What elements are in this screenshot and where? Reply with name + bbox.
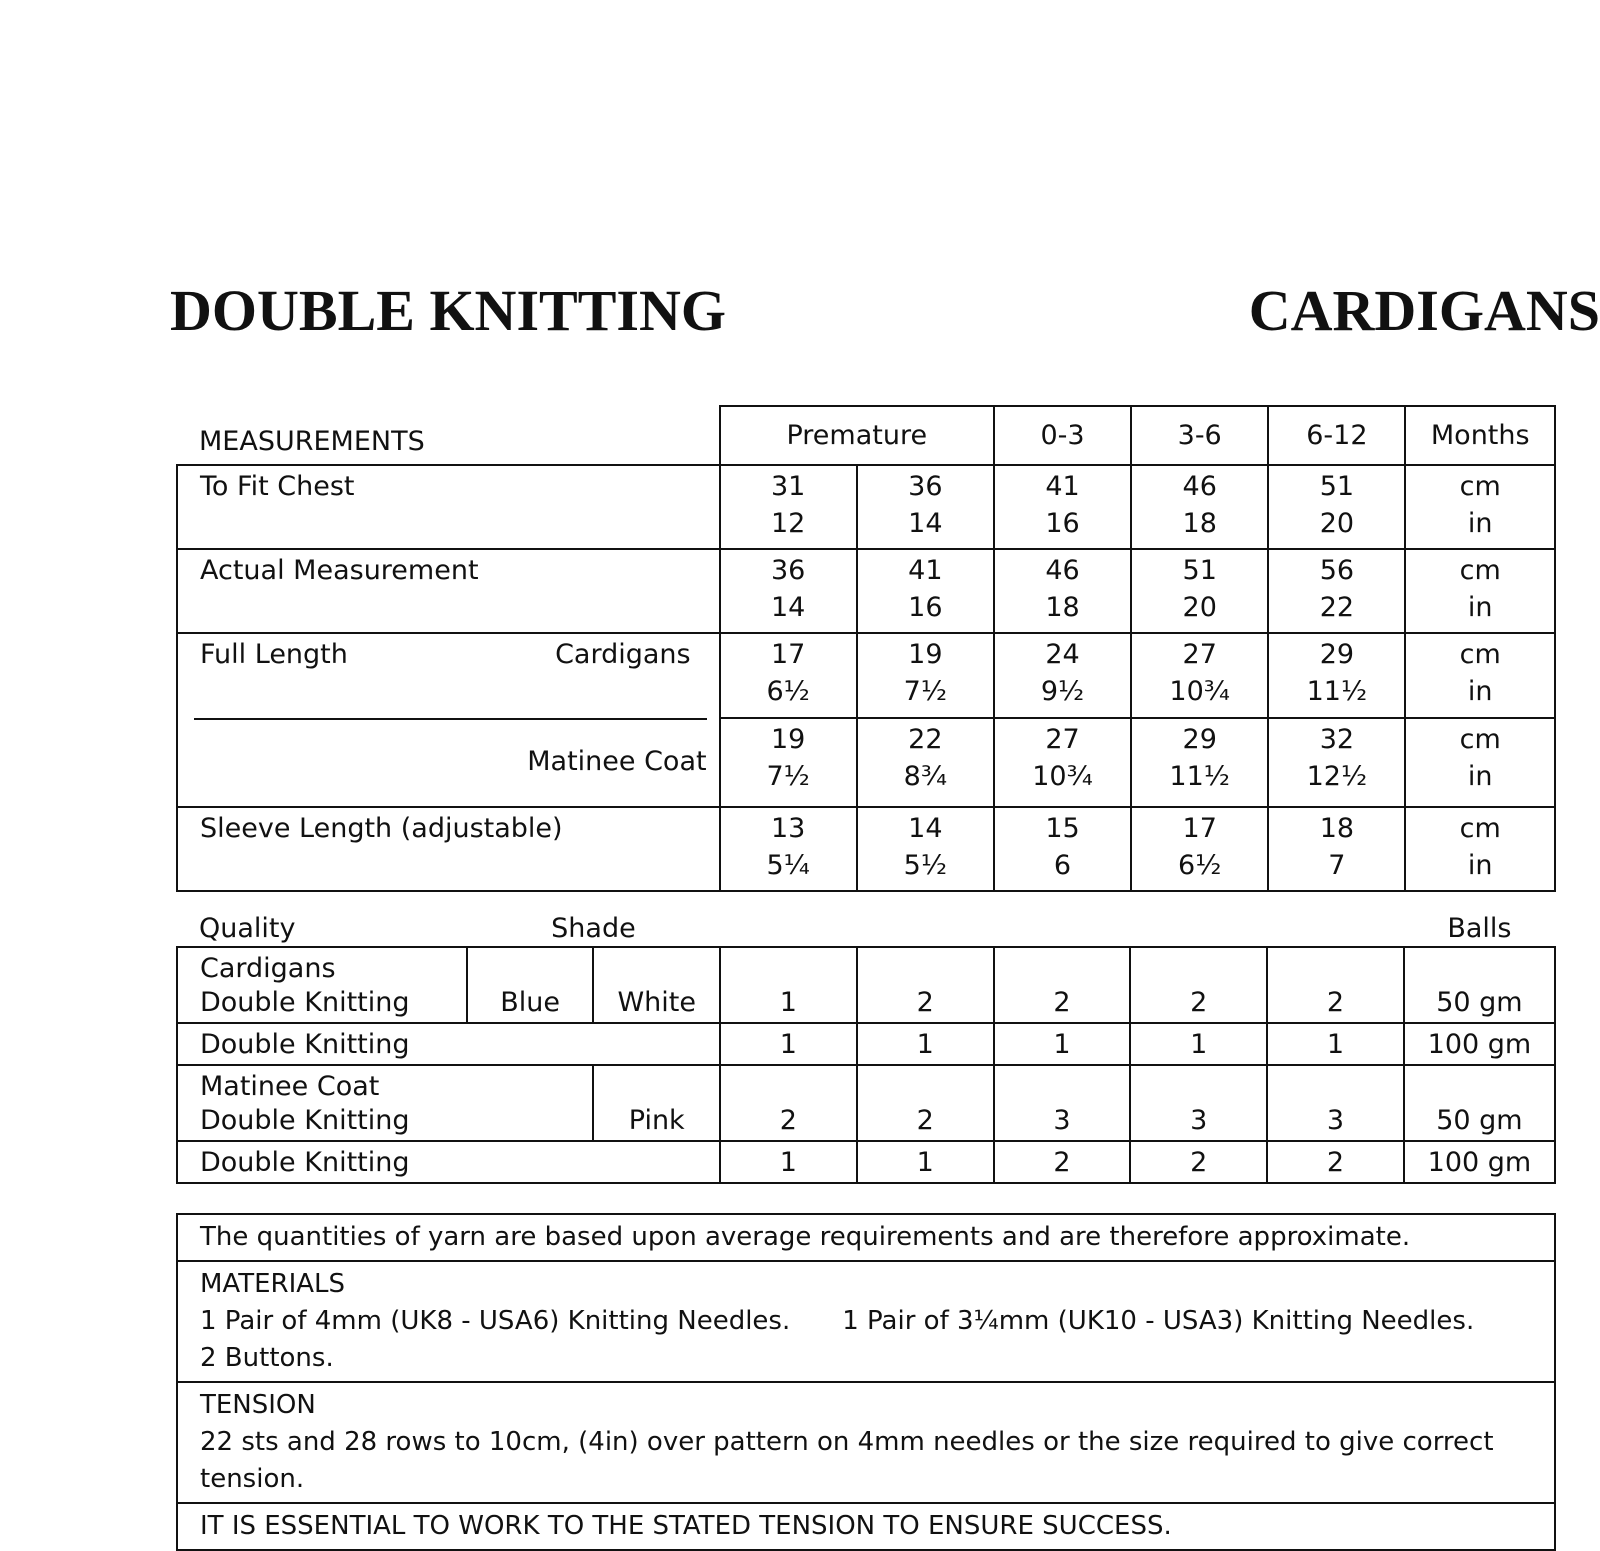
row-full-length-cardigans: [177, 633, 1555, 718]
value-cell: 15 6: [994, 807, 1131, 891]
yarn-row-matinee-100: [177, 1141, 1555, 1183]
yarn-row-cardigans-50: [177, 947, 1555, 1023]
row-actual-measurement: [177, 549, 1555, 633]
value-cell: 22 8¾: [857, 718, 994, 807]
row-label: Sleeve Length (adjustable): [177, 807, 720, 891]
value-cell: 51 20: [1268, 465, 1405, 549]
value-cell: 36 14: [857, 465, 994, 549]
unit-cell: cm in: [1405, 633, 1555, 718]
yarn-quality-cell: Double Knitting: [177, 1023, 720, 1065]
ball-count: 1: [857, 1141, 994, 1183]
value-cell: 36 14: [720, 549, 857, 633]
value-cell: 41 16: [994, 465, 1131, 549]
ball-count: 1: [1267, 1023, 1404, 1065]
col-units-months: Months: [1405, 406, 1555, 465]
ball-count: 2: [1130, 1141, 1267, 1183]
col-size-3-6: 3-6: [1131, 406, 1268, 465]
yarn-quality-cell: Matinee Coat Double Knitting: [177, 1065, 593, 1141]
yarn-header-row: [177, 908, 1555, 947]
value-cell: 51 20: [1131, 549, 1268, 633]
value-cell: 46 18: [994, 549, 1131, 633]
row-label: [177, 633, 720, 718]
unit-cell: cm in: [1405, 718, 1555, 807]
cardigans-sublabel: Cardigans: [555, 639, 691, 670]
unit-cell: cm in: [1405, 807, 1555, 891]
value-cell: 18 7: [1268, 807, 1405, 891]
value-cell: 31 12: [720, 465, 857, 549]
ball-count: 3: [1130, 1065, 1267, 1141]
value-cell: 27 10¾: [994, 718, 1131, 807]
notes-box: [176, 1213, 1556, 1551]
page-title-cardigans: CARDIGANS: [1248, 278, 1600, 343]
ball-count: 1: [994, 1023, 1131, 1065]
ball-count: 2: [994, 947, 1131, 1023]
value-cell: 32 12½: [1268, 718, 1405, 807]
yarn-quantities-table: [176, 908, 1556, 1184]
unit-cell: cm in: [1405, 549, 1555, 633]
col-size-0-3: 0-3: [994, 406, 1131, 465]
value-cell: 46 18: [1131, 465, 1268, 549]
tension-text: 22 sts and 28 rows to 10cm, (4in) over pattern on 4mm needles or the size required to give correct tension.: [200, 1427, 1494, 1494]
ball-count: 2: [1130, 947, 1267, 1023]
yarn-row-matinee-50: [177, 1065, 1555, 1141]
ball-count: 2: [1267, 947, 1404, 1023]
shade-label: Shade: [551, 913, 636, 944]
needles-3-25mm: 1 Pair of 3¼mm (UK10 - USA3) Knitting Needles.: [842, 1306, 1475, 1336]
ball-count: 2: [720, 1065, 857, 1141]
shade-blue: Blue: [467, 947, 594, 1023]
materials-heading: MATERIALS: [200, 1269, 346, 1299]
ball-weight: 50 gm: [1404, 1065, 1555, 1141]
shade-white: White: [593, 947, 720, 1023]
page-title-double-knitting: DOUBLE KNITTING: [170, 278, 726, 343]
full-length-label: Full Length: [200, 639, 348, 670]
measurements-header-row: [177, 406, 1555, 465]
ball-count: 1: [1130, 1023, 1267, 1065]
yarn-row-cardigans-100: [177, 1023, 1555, 1065]
value-cell: 29 11½: [1131, 718, 1268, 807]
col-size-6-12: 6-12: [1268, 406, 1405, 465]
quality-label: Quality: [199, 913, 296, 944]
col-premature: Premature: [720, 406, 994, 465]
row-label: To Fit Chest: [177, 465, 720, 549]
value-cell: 19 7½: [720, 718, 857, 807]
row-label: Actual Measurement: [177, 549, 720, 633]
value-cell: 56 22: [1268, 549, 1405, 633]
ball-weight: 100 gm: [1404, 1023, 1555, 1065]
ball-count: 3: [1267, 1065, 1404, 1141]
measurements-table: [176, 405, 1556, 892]
ball-count: 1: [857, 1023, 994, 1065]
essential-note: IT IS ESSENTIAL TO WORK TO THE STATED TENSION TO ENSURE SUCCESS.: [178, 1502, 1554, 1549]
yarn-quality-cell: Cardigans Double Knitting: [177, 947, 467, 1023]
ball-count: 2: [857, 1065, 994, 1141]
buttons-line: 2 Buttons.: [200, 1343, 334, 1373]
ball-count: 1: [720, 1023, 857, 1065]
ball-count: 2: [994, 1141, 1131, 1183]
ball-count: 1: [720, 1141, 857, 1183]
ball-count: 2: [1267, 1141, 1404, 1183]
value-cell: 17 6½: [1131, 807, 1268, 891]
row-full-length-matinee: [177, 718, 1555, 807]
unit-cell: cm in: [1405, 465, 1555, 549]
row-to-fit-chest: [177, 465, 1555, 549]
balls-label: Balls: [1447, 913, 1512, 944]
ball-count: 3: [994, 1065, 1131, 1141]
measurements-label: MEASUREMENTS: [199, 426, 425, 457]
value-cell: 27 10¾: [1131, 633, 1268, 718]
value-cell: 41 16: [857, 549, 994, 633]
ball-weight: 100 gm: [1404, 1141, 1555, 1183]
value-cell: 14 5½: [857, 807, 994, 891]
yarn-quality-cell: Double Knitting: [177, 1141, 720, 1183]
value-cell: 24 9½: [994, 633, 1131, 718]
tension-heading: TENSION: [200, 1390, 316, 1420]
row-sleeve-length: [177, 807, 1555, 891]
ball-count: 1: [720, 947, 857, 1023]
approximate-note: The quantities of yarn are based upon average requirements and are therefore approximate.: [200, 1222, 1411, 1252]
shade-pink: Pink: [593, 1065, 720, 1141]
value-cell: 19 7½: [857, 633, 994, 718]
materials-section: [178, 1260, 1554, 1381]
value-cell: 13 5¼: [720, 807, 857, 891]
value-cell: 29 11½: [1268, 633, 1405, 718]
ball-weight: 50 gm: [1404, 947, 1555, 1023]
needles-4mm: 1 Pair of 4mm (UK8 - USA6) Knitting Needles.: [200, 1306, 791, 1336]
ball-count: 2: [857, 947, 994, 1023]
value-cell: 17 6½: [720, 633, 857, 718]
tension-section: [178, 1381, 1554, 1502]
matinee-coat-sublabel: Matinee Coat: [177, 718, 720, 807]
